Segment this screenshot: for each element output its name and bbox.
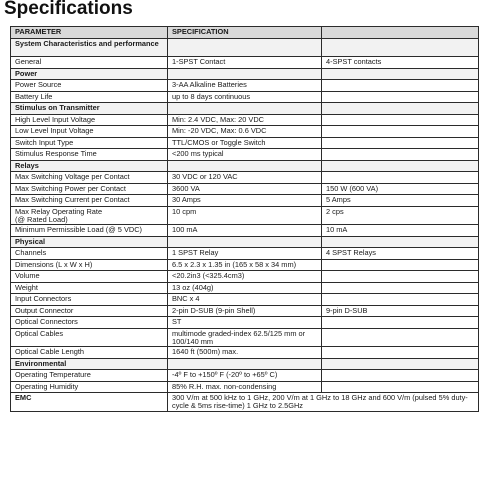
extra-cell [322, 126, 479, 138]
section-row [11, 103, 479, 115]
extra-cell [322, 381, 479, 393]
table-row [11, 381, 479, 393]
table-row [11, 91, 479, 103]
parameter-cell: EMC [11, 393, 168, 412]
specification-cell: 10 cpm [168, 206, 322, 225]
specification-cell [168, 38, 322, 57]
table-row [11, 206, 479, 225]
specification-cell: 3600 VA [168, 183, 322, 195]
specification-cell: <200 ms typical [168, 149, 322, 161]
extra-cell [322, 149, 479, 161]
specification-cell: 100 mA [168, 225, 322, 237]
table-row [11, 347, 479, 359]
table-row [11, 225, 479, 237]
parameter-cell: Optical Cables [11, 328, 168, 347]
specification-cell: 13 oz (404g) [168, 282, 322, 294]
table-row [11, 317, 479, 329]
header-specification: SPECIFICATION [168, 27, 322, 39]
specification-cell: <20.2in3 (<325.4cm3) [168, 271, 322, 283]
page-title: Specifications [4, 0, 133, 19]
table-row [11, 80, 479, 92]
extra-cell [322, 137, 479, 149]
table-row [11, 183, 479, 195]
table-row [11, 271, 479, 283]
table-row [11, 328, 479, 347]
extra-cell [322, 103, 479, 115]
extra-cell [322, 68, 479, 80]
section-label: Environmental [11, 358, 168, 370]
parameter-cell: High Level Input Voltage [11, 114, 168, 126]
table-row [11, 195, 479, 207]
extra-cell: 4-SPST contacts [322, 57, 479, 69]
extra-cell [322, 236, 479, 248]
table-row [11, 294, 479, 306]
section-row [11, 236, 479, 248]
extra-cell [322, 358, 479, 370]
header-extra [322, 27, 479, 39]
extra-cell [322, 347, 479, 359]
table-row [11, 282, 479, 294]
extra-cell [322, 317, 479, 329]
table-row [11, 248, 479, 260]
parameter-cell: Max Switching Current per Contact [11, 195, 168, 207]
specification-cell: Min: -20 VDC, Max: 0.6 VDC [168, 126, 322, 138]
specification-cell: 1640 ft (500m) max. [168, 347, 322, 359]
extra-cell [322, 38, 479, 57]
parameter-cell: Max Relay Operating Rate (@ Rated Load) [11, 206, 168, 225]
section-row [11, 38, 479, 57]
extra-cell [322, 271, 479, 283]
parameter-cell: Max Switching Voltage per Contact [11, 172, 168, 184]
parameter-cell: General [11, 57, 168, 69]
table-row [11, 149, 479, 161]
specification-cell: 30 Amps [168, 195, 322, 207]
specification-cell [168, 236, 322, 248]
section-label: Power [11, 68, 168, 80]
parameter-cell: Dimensions (L x W x H) [11, 259, 168, 271]
extra-cell: 4 SPST Relays [322, 248, 479, 260]
parameter-cell: Volume [11, 271, 168, 283]
specification-cell: ST [168, 317, 322, 329]
specifications-table [10, 26, 479, 412]
extra-cell [322, 282, 479, 294]
specification-cell [168, 103, 322, 115]
table-row [11, 259, 479, 271]
specification-cell: TTL/CMOS or Toggle Switch [168, 137, 322, 149]
specification-cell: up to 8 days continuous [168, 91, 322, 103]
parameter-cell: Max Switching Power per Contact [11, 183, 168, 195]
extra-cell: 9-pin D-SUB [322, 305, 479, 317]
parameter-cell: Battery Life [11, 91, 168, 103]
extra-cell [322, 80, 479, 92]
extra-cell [322, 259, 479, 271]
parameter-cell: Channels [11, 248, 168, 260]
extra-cell [322, 294, 479, 306]
parameter-cell: Power Source [11, 80, 168, 92]
parameter-cell: Optical Connectors [11, 317, 168, 329]
section-row [11, 358, 479, 370]
emc-row [11, 393, 479, 412]
specification-cell: 6.5 x 2.3 x 1.35 in (165 x 58 x 34 mm) [168, 259, 322, 271]
extra-cell: 2 cps [322, 206, 479, 225]
parameter-cell: Switch Input Type [11, 137, 168, 149]
specification-cell: 30 VDC or 120 VAC [168, 172, 322, 184]
specification-cell: 300 V/m at 500 kHz to 1 GHz, 200 V/m at 1 GHz to 18 GHz and 600 V/m (pulsed 5% duty-cycle & 5ms rise-time) 1 GHz to 2.5GHz [168, 393, 479, 412]
section-label: Relays [11, 160, 168, 172]
specification-cell: multimode graded-index 62.5/125 mm or 100/140 mm [168, 328, 322, 347]
section-row [11, 160, 479, 172]
specification-cell: 1 SPST Relay [168, 248, 322, 260]
parameter-cell: Stimulus Response Time [11, 149, 168, 161]
section-label: Physical [11, 236, 168, 248]
extra-cell: 5 Amps [322, 195, 479, 207]
table-row [11, 137, 479, 149]
extra-cell [322, 172, 479, 184]
table-header-row [11, 27, 479, 39]
section-label: Stimulus on Transmitter [11, 103, 168, 115]
table-row [11, 370, 479, 382]
parameter-cell: Optical Cable Length [11, 347, 168, 359]
extra-cell: 150 W (600 VA) [322, 183, 479, 195]
specification-cell: 1-SPST Contact [168, 57, 322, 69]
specification-cell [168, 358, 322, 370]
extra-cell [322, 160, 479, 172]
table-row [11, 126, 479, 138]
extra-cell: 10 mA [322, 225, 479, 237]
parameter-cell: Weight [11, 282, 168, 294]
extra-cell [322, 370, 479, 382]
table-row [11, 305, 479, 317]
extra-cell [322, 328, 479, 347]
parameter-cell: Minimum Permissible Load (@ 5 VDC) [11, 225, 168, 237]
table-row [11, 114, 479, 126]
specification-cell: 2-pin D-SUB (9-pin Shell) [168, 305, 322, 317]
extra-cell [322, 114, 479, 126]
specifications-table-body [11, 27, 479, 412]
table-row [11, 57, 479, 69]
parameter-cell: Input Connectors [11, 294, 168, 306]
parameter-cell: Low Level Input Voltage [11, 126, 168, 138]
extra-cell [322, 91, 479, 103]
section-label: System Characteristics and performance [11, 38, 168, 57]
specification-cell: 85% R.H. max. non-condensing [168, 381, 322, 393]
parameter-cell: Operating Temperature [11, 370, 168, 382]
specification-cell [168, 68, 322, 80]
specification-cell: BNC x 4 [168, 294, 322, 306]
table-row [11, 172, 479, 184]
parameter-cell: Operating Humidity [11, 381, 168, 393]
parameter-cell: Output Connector [11, 305, 168, 317]
specification-cell [168, 160, 322, 172]
section-row [11, 68, 479, 80]
specification-cell: 3-AA Alkaline Batteries [168, 80, 322, 92]
header-parameter: PARAMETER [11, 27, 168, 39]
specification-cell: -4º F to +150º F (-20º to +65º C) [168, 370, 322, 382]
specification-cell: Min: 2.4 VDC, Max: 20 VDC [168, 114, 322, 126]
